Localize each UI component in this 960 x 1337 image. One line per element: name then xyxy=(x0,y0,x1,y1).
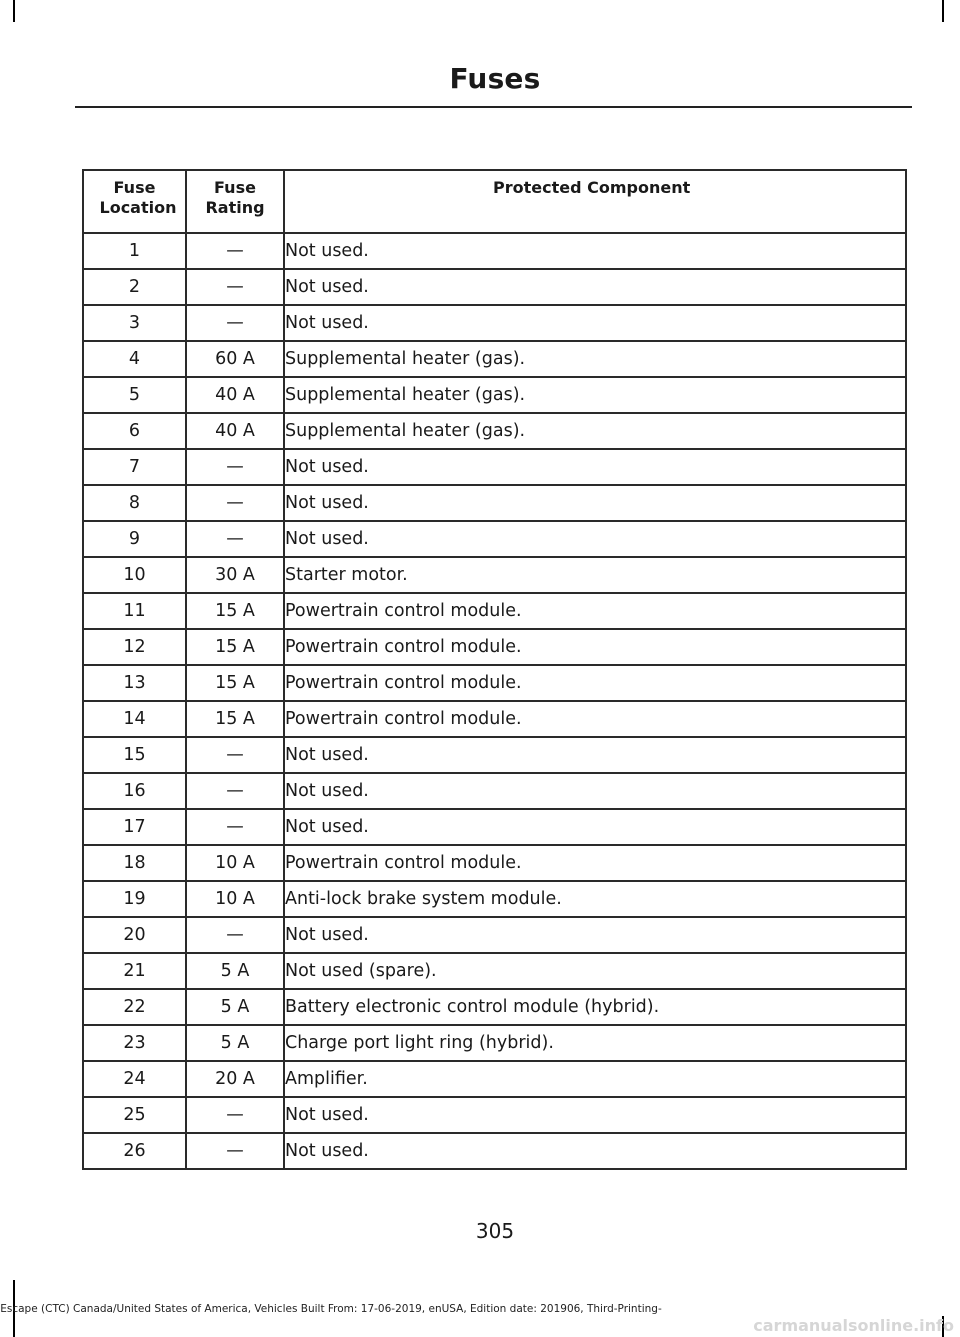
protected-component-cell: Powertrain control module. xyxy=(284,665,906,701)
page-title: Fuses xyxy=(449,62,541,95)
footer-edition-text: Escape (CTC) Canada/United States of America, Vehicles Built From: 17-06-2019, enUSA, Edition date: 201906, Third-Printing- xyxy=(0,1303,662,1315)
fuse-location-cell: 22 xyxy=(83,989,186,1025)
fuse-location-cell: 2 xyxy=(83,269,186,305)
protected-component-cell: Not used. xyxy=(284,1097,906,1133)
fuse-rating-cell: — xyxy=(186,233,284,269)
fuse-location-cell: 24 xyxy=(83,1061,186,1097)
fuse-location-cell: 9 xyxy=(83,521,186,557)
fuse-rating-cell: — xyxy=(186,1097,284,1133)
fuse-rating-cell: 5 A xyxy=(186,953,284,989)
fuse-rating-cell: — xyxy=(186,269,284,305)
fuse-location-cell: 21 xyxy=(83,953,186,989)
fuse-location-cell: 6 xyxy=(83,413,186,449)
table-row xyxy=(83,1097,906,1133)
fuse-rating-cell: 15 A xyxy=(186,701,284,737)
fuse-rating-cell: 15 A xyxy=(186,629,284,665)
fuse-location-cell: 26 xyxy=(83,1133,186,1169)
watermark: carmanualsonline.info xyxy=(753,1316,954,1335)
crop-mark-top-left xyxy=(13,0,15,22)
table-row xyxy=(83,449,906,485)
table-row xyxy=(83,521,906,557)
fuse-location-cell: 1 xyxy=(83,233,186,269)
crop-mark-top-right xyxy=(942,0,944,22)
protected-component-cell: Powertrain control module. xyxy=(284,629,906,665)
protected-component-cell: Powertrain control module. xyxy=(284,593,906,629)
protected-component-cell: Powertrain control module. xyxy=(284,701,906,737)
protected-component-cell: Battery electronic control module (hybrid). xyxy=(284,989,906,1025)
table-row xyxy=(83,593,906,629)
table-row xyxy=(83,557,906,593)
table-row xyxy=(83,269,906,305)
protected-component-cell: Powertrain control module. xyxy=(284,845,906,881)
table-row xyxy=(83,953,906,989)
table-header-row xyxy=(83,170,906,233)
table-row xyxy=(83,845,906,881)
fuse-rating-cell: 10 A xyxy=(186,881,284,917)
table-row xyxy=(83,1133,906,1169)
fuse-rating-cell: — xyxy=(186,809,284,845)
fuse-rating-cell: 30 A xyxy=(186,557,284,593)
protected-component-cell: Not used. xyxy=(284,521,906,557)
protected-component-cell: Anti-lock brake system module. xyxy=(284,881,906,917)
table-row xyxy=(83,629,906,665)
protected-component-cell: Not used. xyxy=(284,809,906,845)
fuse-rating-cell: — xyxy=(186,773,284,809)
fuse-location-cell: 18 xyxy=(83,845,186,881)
fuse-rating-cell: 15 A xyxy=(186,665,284,701)
column-header-component: Protected Component xyxy=(284,170,906,233)
table-row xyxy=(83,1025,906,1061)
column-header-rating: Fuse Rating xyxy=(186,170,284,233)
table-row xyxy=(83,341,906,377)
protected-component-cell: Not used. xyxy=(284,773,906,809)
protected-component-cell: Not used. xyxy=(284,449,906,485)
protected-component-cell: Not used. xyxy=(284,233,906,269)
column-header-location: Fuse Location xyxy=(83,170,186,233)
fuse-location-cell: 12 xyxy=(83,629,186,665)
protected-component-cell: Starter motor. xyxy=(284,557,906,593)
protected-component-cell: Not used. xyxy=(284,269,906,305)
fuse-location-cell: 19 xyxy=(83,881,186,917)
protected-component-cell: Supplemental heater (gas). xyxy=(284,341,906,377)
fuse-rating-cell: — xyxy=(186,1133,284,1169)
fuse-location-cell: 11 xyxy=(83,593,186,629)
protected-component-cell: Not used. xyxy=(284,485,906,521)
protected-component-cell: Supplemental heater (gas). xyxy=(284,413,906,449)
table-row xyxy=(83,665,906,701)
fuse-rating-cell: — xyxy=(186,737,284,773)
table-row xyxy=(83,305,906,341)
fuse-rating-cell: 40 A xyxy=(186,377,284,413)
fuse-location-cell: 13 xyxy=(83,665,186,701)
fuse-rating-cell: 60 A xyxy=(186,341,284,377)
table-row xyxy=(83,1061,906,1097)
table-row xyxy=(83,773,906,809)
fuse-location-cell: 14 xyxy=(83,701,186,737)
protected-component-cell: Supplemental heater (gas). xyxy=(284,377,906,413)
fuse-rating-cell: 40 A xyxy=(186,413,284,449)
fuse-rating-cell: 10 A xyxy=(186,845,284,881)
fuse-rating-cell: 20 A xyxy=(186,1061,284,1097)
fuse-location-cell: 5 xyxy=(83,377,186,413)
fuse-location-cell: 3 xyxy=(83,305,186,341)
table-row xyxy=(83,917,906,953)
fuse-location-cell: 16 xyxy=(83,773,186,809)
fuse-table xyxy=(82,169,907,1170)
protected-component-cell: Not used (spare). xyxy=(284,953,906,989)
fuse-location-cell: 4 xyxy=(83,341,186,377)
table-row xyxy=(83,485,906,521)
protected-component-cell: Not used. xyxy=(284,917,906,953)
table-row xyxy=(83,989,906,1025)
protected-component-cell: Amplifier. xyxy=(284,1061,906,1097)
fuse-location-cell: 23 xyxy=(83,1025,186,1061)
protected-component-cell: Not used. xyxy=(284,305,906,341)
table-row xyxy=(83,413,906,449)
fuse-rating-cell: 15 A xyxy=(186,593,284,629)
protected-component-cell: Not used. xyxy=(284,1133,906,1169)
fuse-rating-cell: — xyxy=(186,917,284,953)
table-row xyxy=(83,233,906,269)
fuse-location-cell: 8 xyxy=(83,485,186,521)
table-row xyxy=(83,881,906,917)
table-row xyxy=(83,737,906,773)
fuse-rating-cell: — xyxy=(186,449,284,485)
fuse-rating-cell: 5 A xyxy=(186,989,284,1025)
table-row xyxy=(83,809,906,845)
fuse-location-cell: 17 xyxy=(83,809,186,845)
table-row xyxy=(83,377,906,413)
table-row xyxy=(83,701,906,737)
fuse-location-cell: 10 xyxy=(83,557,186,593)
protected-component-cell: Not used. xyxy=(284,737,906,773)
fuse-location-cell: 20 xyxy=(83,917,186,953)
fuse-rating-cell: — xyxy=(186,305,284,341)
fuse-location-cell: 15 xyxy=(83,737,186,773)
fuse-rating-cell: — xyxy=(186,521,284,557)
fuse-rating-cell: — xyxy=(186,485,284,521)
protected-component-cell: Charge port light ring (hybrid). xyxy=(284,1025,906,1061)
title-divider xyxy=(75,106,912,108)
fuse-location-cell: 7 xyxy=(83,449,186,485)
page-number: 305 xyxy=(475,1219,515,1243)
fuse-location-cell: 25 xyxy=(83,1097,186,1133)
fuse-rating-cell: 5 A xyxy=(186,1025,284,1061)
